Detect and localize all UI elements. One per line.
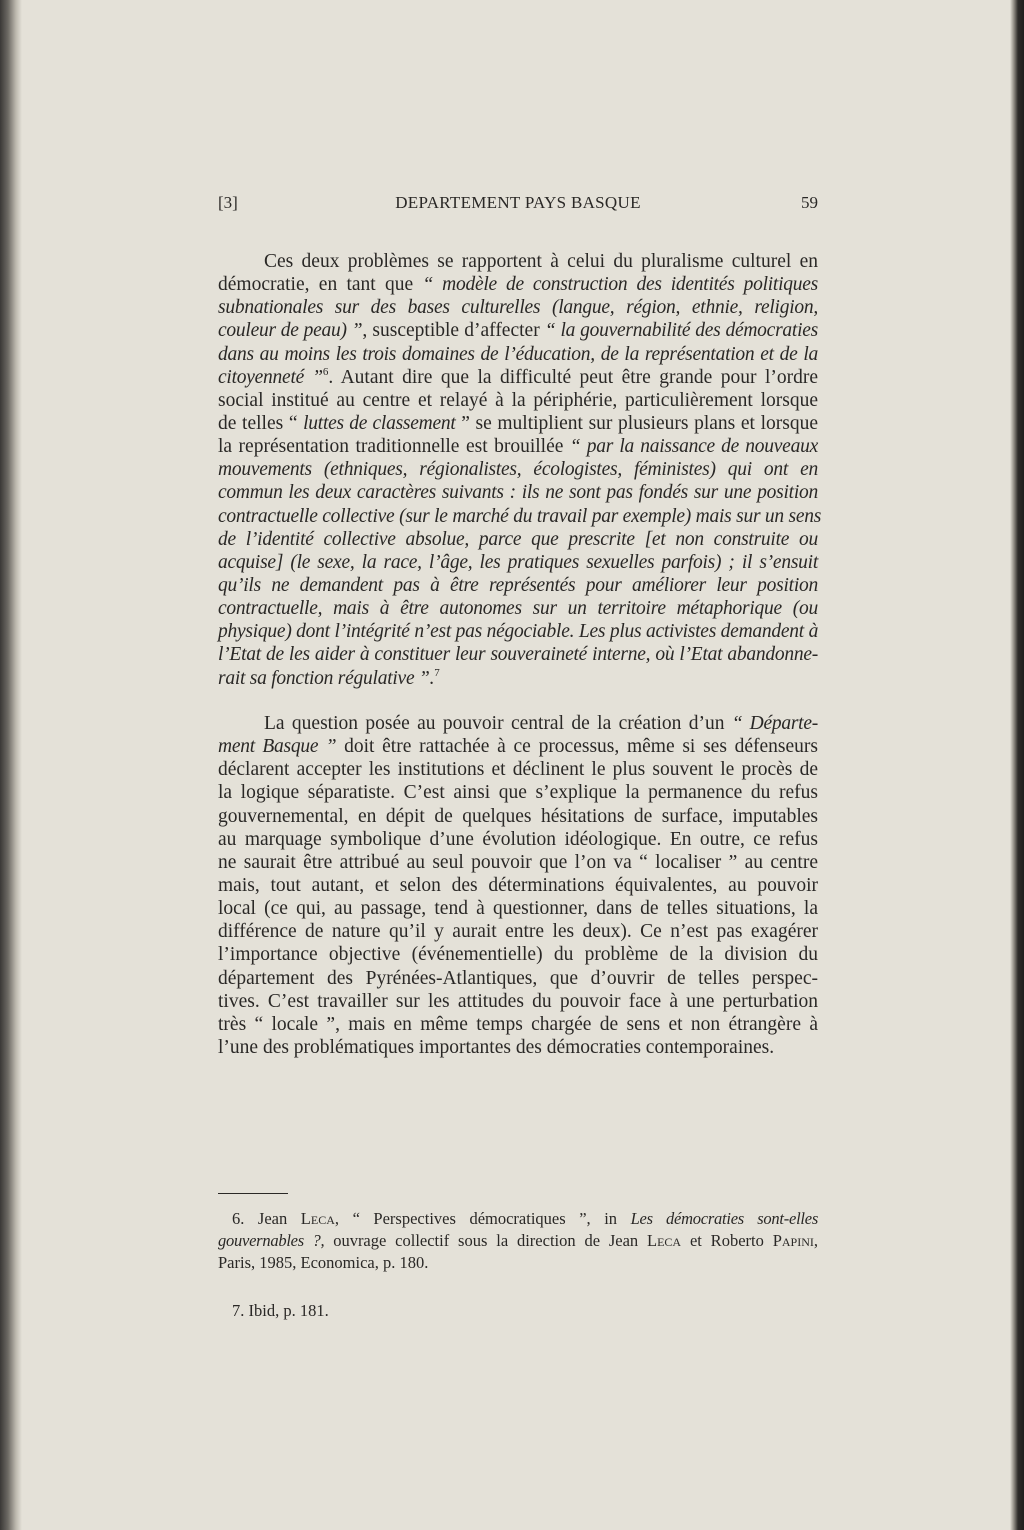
text-run: “ modèle de construction des identités politiques	[422, 274, 819, 296]
text-line	[218, 667, 818, 690]
text-run: “ par la naissance de nouveaux	[569, 436, 818, 458]
paragraph-1	[218, 250, 822, 690]
text-line	[218, 1208, 818, 1230]
text-run: Leca	[300, 1209, 335, 1228]
text-line	[218, 758, 818, 781]
text-run: tives. C’est travailler sur les attitudes du pouvoir face à une perturbation	[218, 990, 818, 1012]
footnote-6	[218, 1208, 818, 1274]
text-run: luttes de classement	[303, 412, 456, 434]
text-run: acquise] (le sexe, la race, l’âge, les pratiques sexuelles parfois) ; il s’ensuit	[218, 551, 818, 573]
text-run: l’une des problématiques importantes des démocraties contemporaines.	[218, 1036, 775, 1058]
text-line	[218, 1230, 818, 1252]
text-line	[218, 781, 818, 804]
text-run: dans au moins les trois domaines de l’éducation, de la représentation et de la	[218, 343, 818, 365]
text-line	[218, 735, 818, 758]
text-run: très “ locale ”, mais en même temps chargée de sens et non étrangère à	[218, 1013, 818, 1035]
text-run: La question posée au pouvoir central de la création d’un	[264, 713, 732, 734]
text-run: ,	[813, 1231, 818, 1250]
text-run: ouvrage collectif sous la direction de Jean	[324, 1231, 648, 1250]
text-line	[218, 897, 818, 920]
text-run: local (ce qui, au passage, tend à questionner, dans de telles situations, la	[218, 898, 818, 920]
text-run: au marquage symbolique d’une évolution idéologique. En outre, ce refus	[218, 828, 818, 850]
text-run: Les démocraties sont-elles	[630, 1209, 818, 1228]
text-line	[218, 296, 818, 319]
text-run: subnationales sur des bases culturelles (langue, région, ethnie, religion,	[218, 297, 818, 319]
text-line	[218, 620, 818, 643]
text-run: “ Départe-	[731, 713, 818, 734]
text-line	[218, 319, 818, 342]
text-run: 6. Jean	[232, 1209, 301, 1228]
text-run: Ces deux problèmes se rapportent à celui du pluralisme culturel en	[264, 251, 818, 272]
text-run: de l’identité collective absolue, parce que prescrite [et non construite ou	[218, 528, 818, 550]
text-run: ne saurait être attribué au seul pouvoir que l’on va “ localiser ” au centre	[218, 851, 818, 873]
text-line	[218, 1252, 818, 1274]
text-run: . Autant dire que la difficulté peut être grande pour l’ordre	[328, 366, 818, 388]
book-gutter-shadow	[0, 0, 22, 1530]
text-run: 7. Ibid, p. 181.	[232, 1301, 329, 1320]
text-line	[218, 990, 818, 1013]
text-run: gouvernemental, en dépit de quelques hésitations de surface, imputables	[218, 805, 818, 827]
text-line	[218, 828, 818, 851]
running-title: DEPARTEMENT PAYS BASQUE	[395, 193, 641, 212]
text-line	[218, 1036, 818, 1059]
text-line	[218, 435, 818, 458]
text-run: la représentation traditionnelle est brouillée	[218, 436, 570, 458]
text-run: Papini	[772, 1231, 814, 1250]
text-run: Leca	[647, 1231, 682, 1250]
text-run: doit être rattachée à ce processus, même si ses défenseurs	[336, 736, 819, 758]
text-run: couleur de peau) ”	[218, 320, 363, 342]
text-line	[218, 343, 818, 366]
text-run: contractuelle collective (sur le marché du travail par exemple) mais sur un sens	[218, 505, 822, 527]
text-line	[218, 389, 818, 412]
text-line	[218, 481, 818, 504]
text-run: ment Basque ”	[218, 736, 337, 758]
text-line	[218, 528, 818, 551]
text-run: l’Etat de les aider à constituer leur souveraineté interne, où l’Etat abandonne-	[218, 644, 818, 666]
text-run: ” se multiplient sur plusieurs plans et lorsque	[455, 412, 818, 434]
text-run: , “ Perspectives démocratiques ”, in	[334, 1209, 631, 1228]
text-run: mais, tout autant, et selon des déterminations équivalentes, au pouvoir	[218, 874, 818, 896]
text-run: citoyenneté ”	[218, 366, 323, 388]
text-line	[218, 851, 818, 874]
text-line	[218, 643, 818, 666]
text-run: contractuelle, mais à être autonomes sur un territoire métaphorique (ou	[218, 598, 818, 620]
footnote-separator	[218, 1193, 288, 1194]
text-line	[218, 874, 818, 897]
text-line	[218, 551, 818, 574]
text-run: “ la gouvernabilité des démocraties	[544, 320, 819, 342]
text-line	[218, 597, 818, 620]
paragraph-2	[218, 712, 818, 1059]
text-run: commun les deux caractères suivants : ils ne sont pas fondés sur une position	[218, 482, 818, 504]
text-run: rait sa fonction régulative ”.	[218, 667, 435, 689]
text-run: , susceptible d’affecter	[362, 320, 545, 342]
text-run: de telles “	[218, 412, 304, 434]
text-line	[218, 273, 818, 296]
text-run: gouvernables ?,	[218, 1231, 325, 1250]
text-line	[218, 967, 818, 990]
text-line	[218, 366, 818, 389]
text-run: et Roberto	[681, 1231, 773, 1250]
text-line	[218, 943, 818, 966]
text-run: qu’ils ne demandent pas à être représentés pour améliorer leur position	[218, 574, 818, 596]
page-number: 59	[801, 193, 818, 212]
text-run: mouvements (ethniques, régionalistes, écologistes, féministes) qui ont en	[218, 459, 818, 481]
text-run: l’importance objective (événementielle) du problème de la division du	[218, 944, 818, 966]
footnote-reference[interactable]: 6	[322, 365, 329, 378]
text-run: département des Pyrénées-Atlantiques, que d’ouvrir de telles perspec-	[218, 967, 818, 989]
text-run: Paris, 1985, Economica, p. 180.	[218, 1253, 429, 1272]
text-line	[218, 505, 822, 528]
text-line	[218, 920, 818, 943]
text-line	[218, 1300, 818, 1322]
text-run: différence de nature qu’il y aurait entre les deux). Ce n’est pas exagérer	[218, 921, 818, 943]
footnote-7	[218, 1300, 818, 1322]
footnote-reference[interactable]: 7	[434, 666, 440, 679]
text-run: physique) dont l’intégrité n’est pas négociable. Les plus activistes demandent à	[218, 621, 819, 643]
running-header	[218, 193, 818, 217]
page-edge-border	[1010, 0, 1024, 1530]
text-run: social institué au centre et relayé à la périphérie, particulièrement lorsque	[218, 389, 818, 411]
text-line	[218, 458, 818, 481]
text-line	[218, 250, 818, 273]
text-line	[218, 412, 818, 435]
text-line	[218, 1013, 818, 1036]
text-line	[218, 712, 818, 735]
text-run: déclarent accepter les institutions et déclinent le plus souvent le procès de	[218, 759, 818, 781]
text-line	[218, 805, 818, 828]
text-run: démocratie, en tant que	[218, 274, 423, 296]
section-number: [3]	[218, 193, 238, 212]
text-run: la logique séparatiste. C’est ainsi que s’explique la permanence du refus	[218, 782, 818, 804]
text-line	[218, 574, 818, 597]
